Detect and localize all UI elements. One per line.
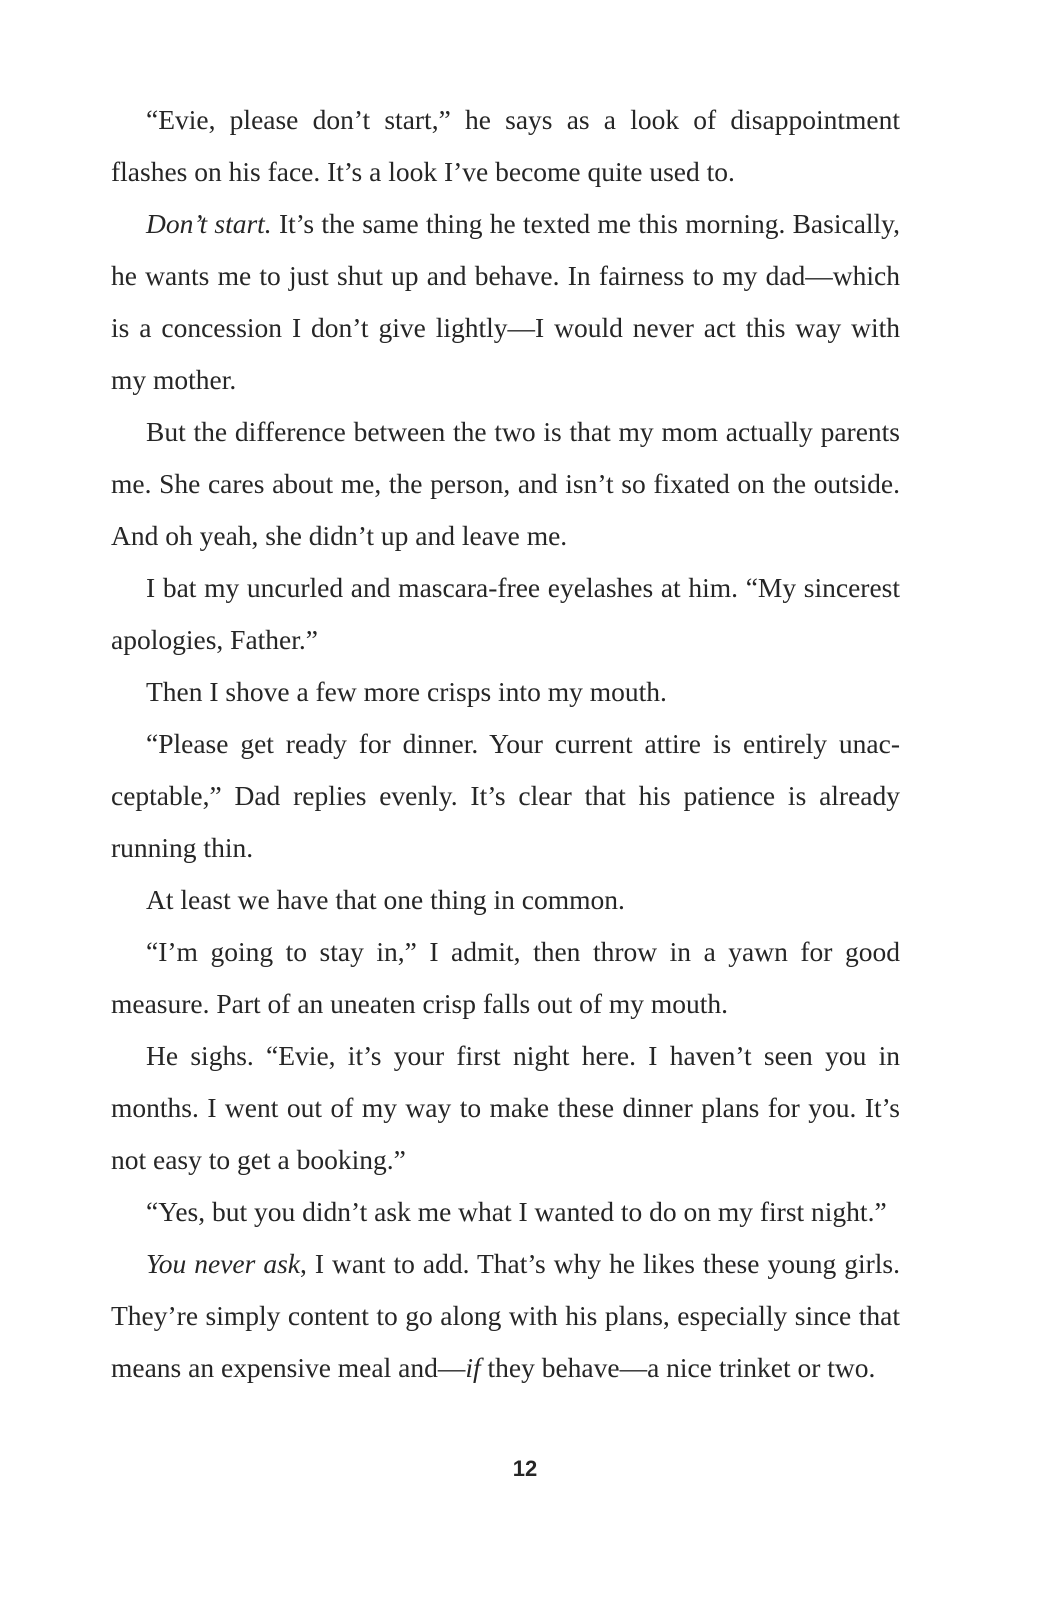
paragraph (111, 874, 900, 926)
paragraph-text: they behave—a nice trinket or two. (480, 1352, 876, 1383)
paragraph (111, 198, 900, 406)
paragraph (111, 1186, 900, 1238)
paragraph-text: But the difference between the two is that my mom actually parents me. She cares about me, the person, and isn’t so fixated on the outside. And oh yeah, she didn’t up and leave me. (111, 416, 900, 551)
paragraph-text: It’s the same thing he texted me this morning. Basically, he wants me to just shut up and behave. In fairness to my dad—which is a concession I don’t give lightly—I would never act this way with my mother. (111, 208, 901, 395)
paragraph (111, 562, 900, 666)
paragraph-text: Then I shove a few more crisps into my mouth. (146, 676, 667, 707)
paragraph (111, 718, 900, 874)
paragraph (111, 666, 900, 718)
paragraph (111, 94, 900, 198)
paragraph-text: “Please get ready for dinner. Your current attire is entirely unacceptable,” Dad replies evenly. It’s clear that his patience is already running thin. (111, 728, 900, 863)
italic-word: if (465, 1352, 481, 1383)
paragraph-text: He sighs. “Evie, it’s your first night here. I haven’t seen you in months. I went out of my way to make these dinner plans for you. It’s not easy to get a booking.” (111, 1040, 900, 1175)
paragraph-text: “Yes, but you didn’t ask me what I wanted to do on my first night.” (146, 1196, 887, 1227)
paragraph (111, 1238, 900, 1394)
body-text (111, 94, 900, 1394)
paragraph (111, 406, 900, 562)
paragraph-text: “Evie, please don’t start,” he says as a look of disappointment flashes on his face. It’s a look I’ve become quite used to. (111, 104, 900, 187)
paragraph-text: I bat my uncurled and mascara-free eyelashes at him. “My sincerest apologies, Father.” (111, 572, 900, 655)
paragraph-text: At least we have that one thing in common. (146, 884, 625, 915)
page-number: 12 (512, 1456, 538, 1481)
paragraph-text: , I want to add. That’s why he likes these young girls. They’re simply content to go along with his plans, especially since that means an expensive meal and— (111, 1248, 900, 1383)
paragraph (111, 926, 900, 1030)
paragraph (111, 1030, 900, 1186)
italic-phrase: You never ask (146, 1248, 300, 1279)
italic-phrase: Don’t start. (146, 208, 272, 239)
paragraph-text: “I’m going to stay in,” I admit, then throw in a yawn for good measure. Part of an uneaten crisp falls out of my mouth. (111, 936, 900, 1019)
